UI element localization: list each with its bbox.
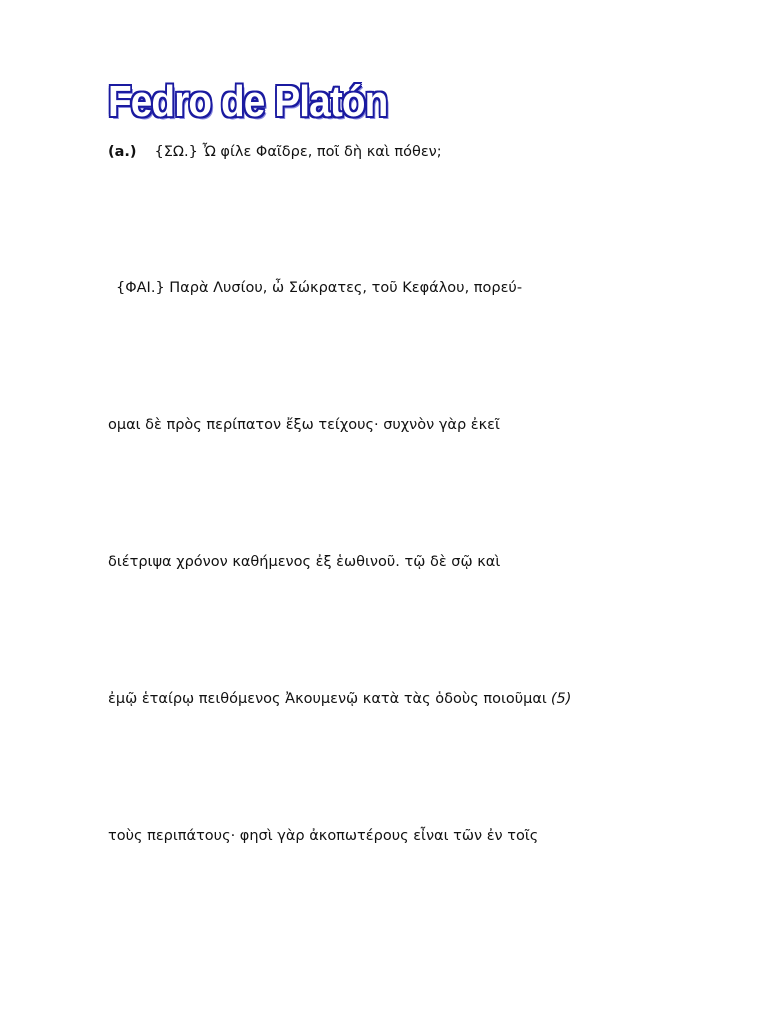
text-line-6 bbox=[108, 826, 538, 846]
line-text: {ΣΩ.} Ὦ φίλε Φαῖδρε, ποῖ δὴ καὶ πόθεν; bbox=[154, 144, 442, 160]
document-title bbox=[108, 77, 388, 126]
line-text: τοὺς περιπάτους· φησὶ γὰρ ἀκοπωτέρους εἶναι τῶν ἐν τοῖς bbox=[108, 828, 539, 844]
text-line-1 bbox=[108, 142, 442, 162]
section-label: (a.) bbox=[108, 144, 137, 160]
document-title-text: Fedro de Platón bbox=[108, 77, 388, 126]
line-text: ομαι δὲ πρὸς περίπατον ἔξω τείχους· συχνὸν γὰρ ἐκεῖ bbox=[108, 417, 500, 433]
text-line-4 bbox=[108, 552, 500, 572]
line-reference-number: (5) bbox=[550, 691, 572, 707]
text-line-2 bbox=[116, 278, 522, 298]
text-line-3 bbox=[108, 415, 500, 435]
line-text: διέτριψα χρόνον καθήμενος ἐξ ἑωθινοῦ. τῷ δὲ σῷ καὶ bbox=[108, 554, 501, 570]
line-text: {ΦΑΙ.} Παρὰ Λυσίου, ὦ Σώκρατες, τοῦ Κεφάλου, πορεύ- bbox=[116, 280, 523, 296]
line-text: ἐμῷ ἑταίρῳ πειθόμενος Ἀκουμενῷ κατὰ τὰς ὁδοὺς ποιοῦμαι bbox=[108, 691, 547, 707]
text-line-5 bbox=[108, 689, 571, 709]
